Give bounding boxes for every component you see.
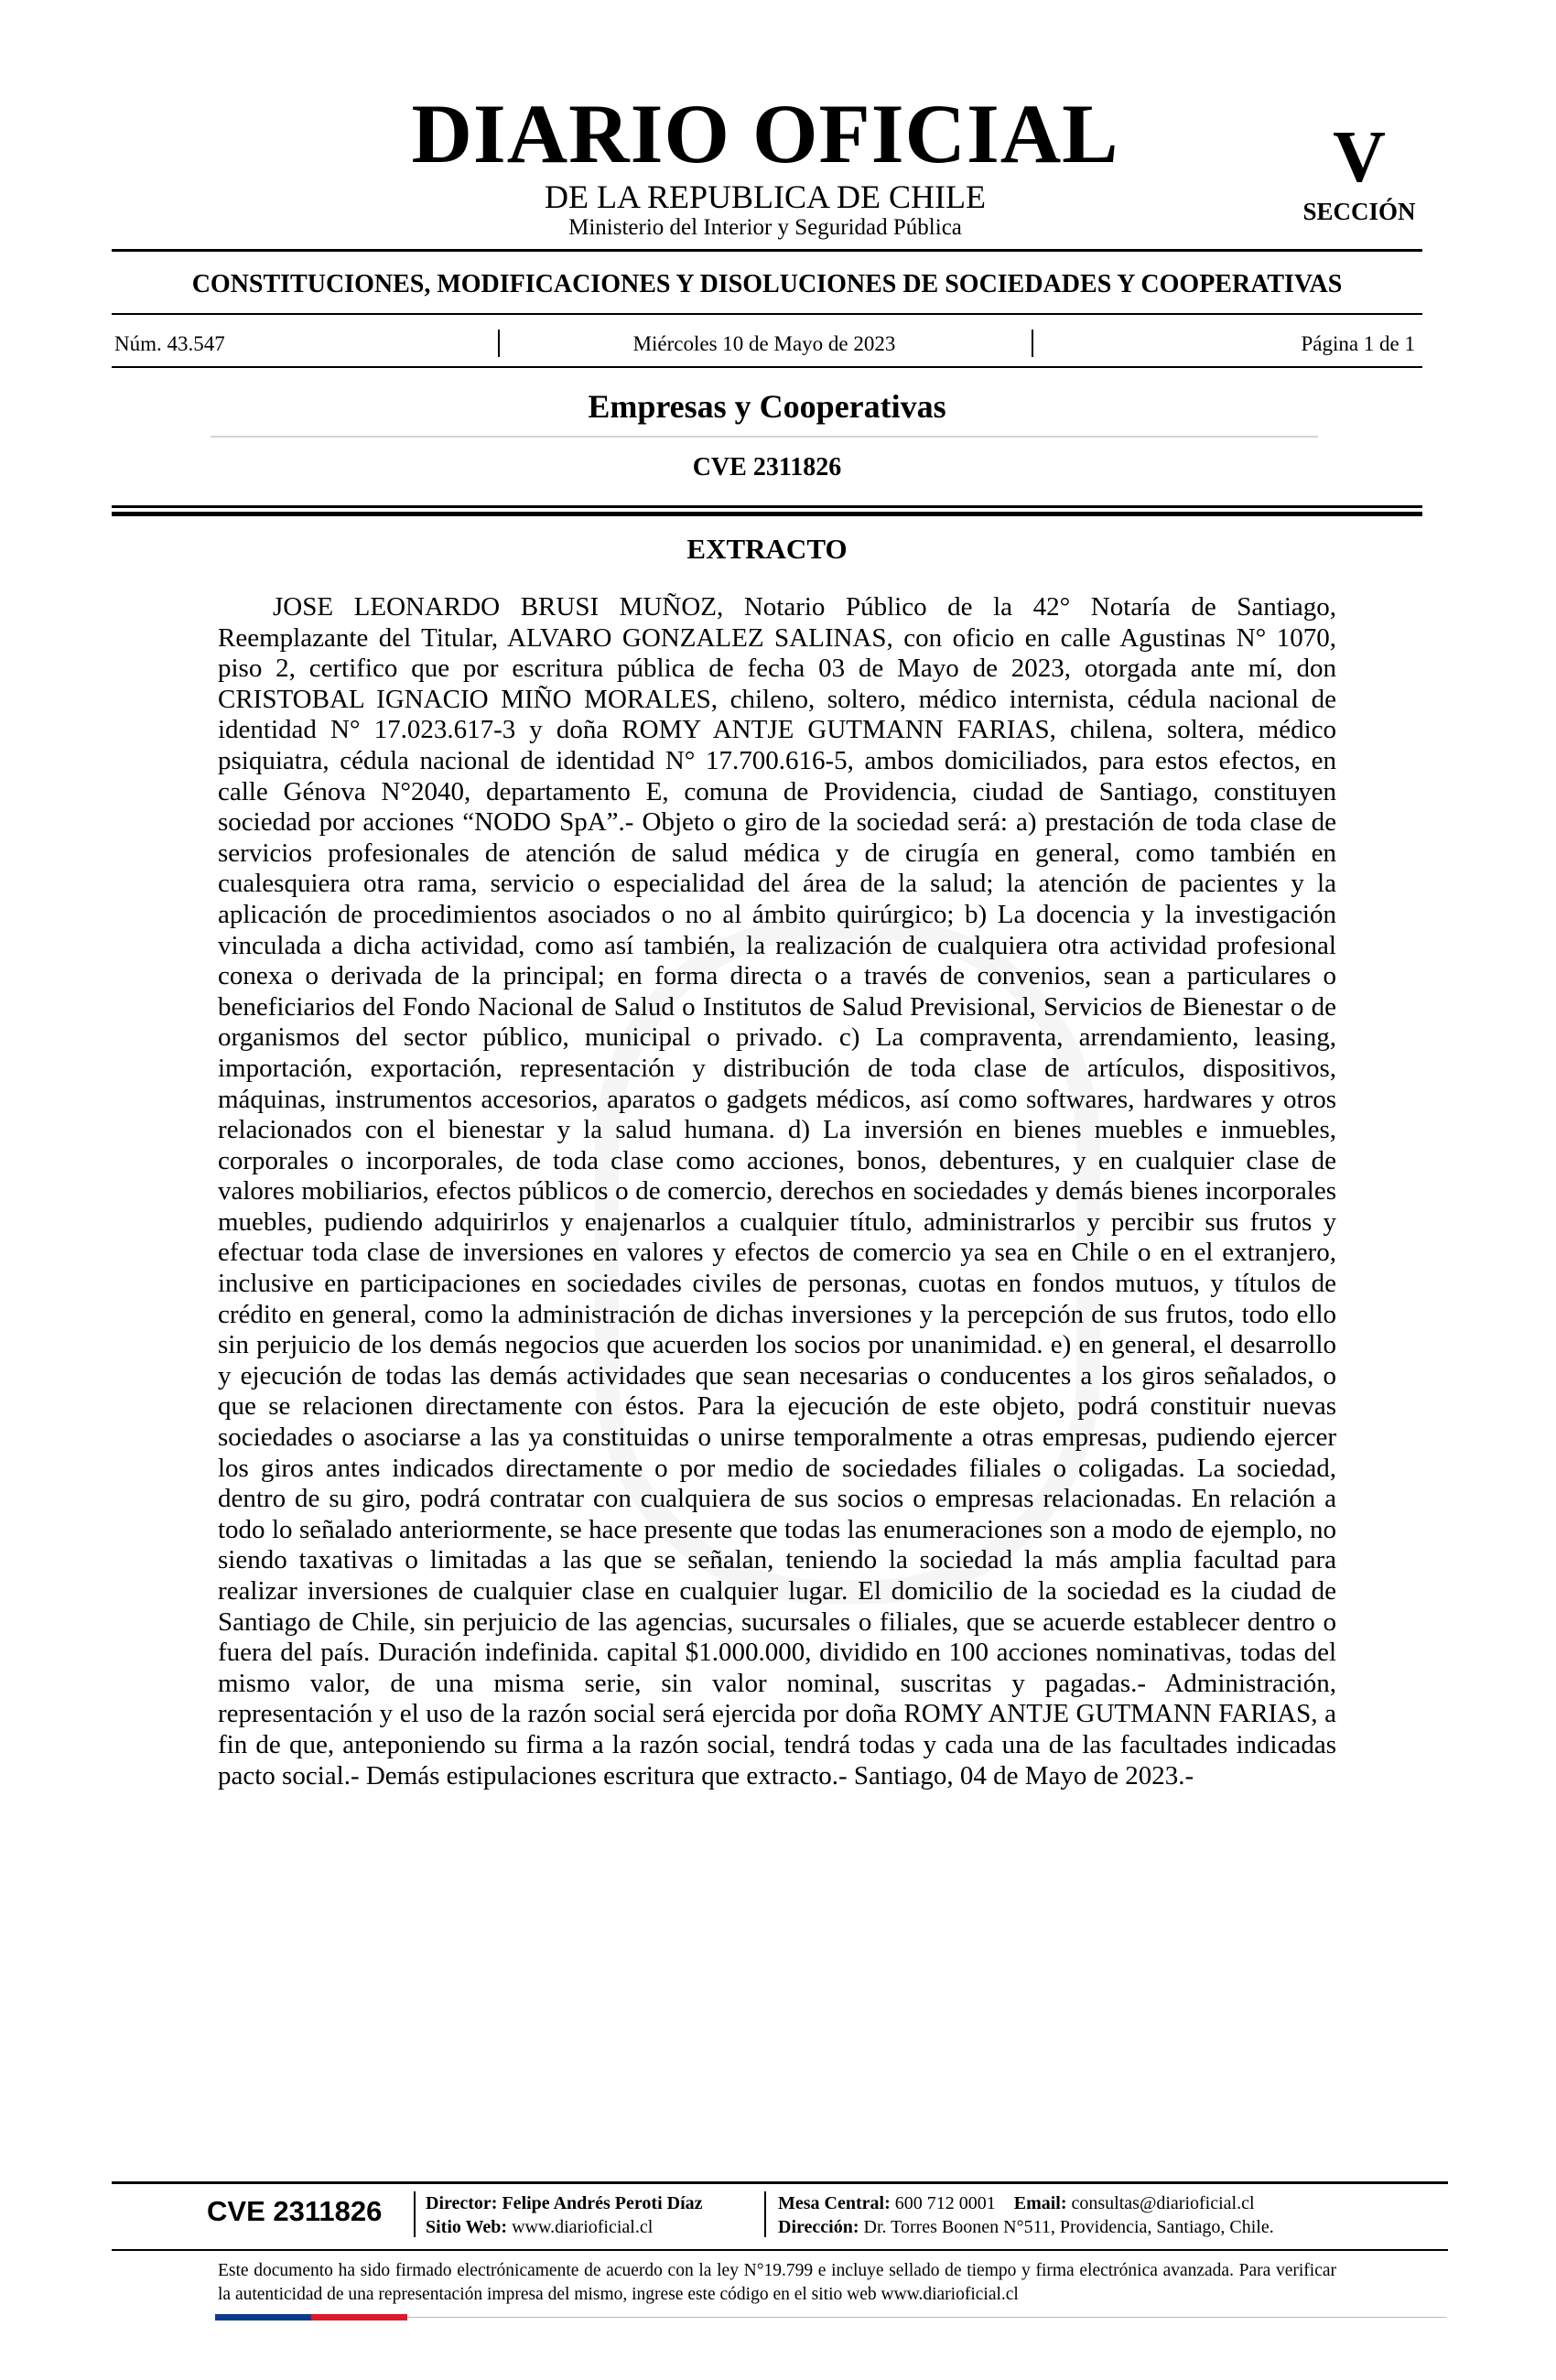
category-divider bbox=[211, 436, 1318, 438]
section-label: SECCIÓN bbox=[1302, 198, 1416, 225]
email-link[interactable]: consultas@diarioficial.cl bbox=[1071, 2193, 1255, 2213]
flag-stripe-red bbox=[311, 2314, 407, 2320]
document-heading: EXTRACTO bbox=[686, 533, 848, 565]
section-title: CONSTITUCIONES, MODIFICACIONES Y DISOLUCIONES DE SOCIEDADES Y COOPERATIVAS bbox=[191, 270, 1343, 298]
category-title: Empresas y Cooperativas bbox=[588, 388, 946, 425]
issue-divider bbox=[1032, 330, 1033, 357]
address-text: Dr. Torres Boonen N°511, Providencia, Santiago, Chile. bbox=[863, 2217, 1274, 2237]
masthead-subtitle: DE LA REPUBLICA DE CHILE bbox=[545, 178, 986, 215]
footer-divider bbox=[414, 2191, 416, 2237]
cve-code: CVE 2311826 bbox=[692, 453, 842, 481]
footer-contact-block bbox=[778, 2191, 1274, 2239]
footer-rule bbox=[112, 2249, 1448, 2251]
issue-number: Núm. 43.547 bbox=[114, 332, 225, 355]
mesa-label: Mesa Central: bbox=[778, 2193, 891, 2213]
document-body: JOSE LEONARDO BRUSI MUÑOZ, Notario Público de la 42° Notaría de Santiago, Reemplazante del Titular, ALVARO GONZALEZ SALINAS, con oficio en calle Agustinas N° 1070, piso 2, certifico que por escritura pública de fecha 03 de Mayo de 2023, otorgada ante mí, don CRISTOBAL IGNACIO MIÑO MORALES, chileno, soltero, médico internista, cédula nacional de identidad N° 17.023.617-3 y doña ROMY ANTJE GUTMANN FARIAS, chilena, soltera, médico psiquiatra, cédula nacional de identidad N° 17.700.616-5, ambos domiciliados, para estos efectos, en calle Génova N°2040, departamento E, comuna de Providencia, ciudad de Santiago, constituyen sociedad por acciones “NODO SpA”.- Objeto o giro de la sociedad será: a) prestación de toda clase de servicios profesionales de atención de salud médica y de cirugía en general, como también en cualesquiera otra rama, servicio o especialidad del área de la salud; la atención de pacientes y la aplicación de procedimientos asociados o no al ámbito quirúrgico; b) La docencia y la investigación vinculada a dicha actividad, como así también, la realización de cualquiera otra actividad profesional conexa o derivada de la principal; en forma directa o a través de convenios, sean a particulares o beneficiarios del Fondo Nacional de Salud o Institutos de Salud Previsional, Servicios de Bienestar o de organismos del sector público, municipal o privado. c) La compraventa, arrendamiento, leasing, importación, exportación, representación y distribución de toda clase de artículos, dispositivos, máquinas, instrumentos accesorios, aparatos o gadgets médicos, así como softwares, hardwares y otros relacionados con el bienestar y la salud humana. d) La inversión en bienes muebles e inmuebles, corporales o incorporales, de toda clase como acciones, bonos, debentures, y en cualquier clase de valores mobiliarios, efectos públicos o de comercio, derechos en sociedades y demás bienes incorporales muebles, pudiendo adquirirlos y enajenarlos a cualquier título, administrarlos y percibir sus frutos y efectuar toda clase de inversiones en valores y efectos de comercio ya sea en Chile o en el extranjero, inclusive en participaciones en sociedades civiles de personas, cuotas en fondos mutuos, y títulos de crédito en general, como la administración de dichas inversiones y la percepción de sus frutos, todo ello sin perjuicio de los demás negocios que acuerden los socios por unanimidad. e) en general, el desarrollo y ejecución de todas las demás actividades que sean necesarias o conducentes a los giros señalados, o que se relacionen directamente con éstos. Para la ejecución de este objeto, podrá constituir nuevas sociedades o asociarse a las ya constituidas o unirse temporalmente a otras empresas, pudiendo ejercer los giros antes indicados directamente o por medio de sociedades filiales o coligadas. La sociedad, dentro de su giro, podrá contratar con cualquiera de sus socios o empresas relacionadas. En relación a todo lo señalado anteriormente, se hace presente que todas las enumeraciones son a modo de ejemplo, no siendo taxativas o limitadas a las que se señalan, teniendo la sociedad la más amplia facultad para realizar inversiones de cualquier clase en cualquier lugar. El domicilio de la sociedad es la ciudad de Santiago de Chile, sin perjuicio de las agencias, sucursales o filiales, que se acuerde establecer dentro o fuera del país. Duración indefinida. capital $1.000.000, dividido en 100 acciones nominativas, todas del mismo valor, de una misma serie, sin valor nominal, suscritas y pagadas.- Administración, representación y el uso de la razón social será ejercida por doña ROMY ANTJE GUTMANN FARIAS, a fin de que, anteponiendo su firma a la razón social, tendrá todas y cada una de las facultades indicadas pacto social.- Demás estipulaciones escritura que extracto.- Santiago, 04 de Mayo de 2023.- bbox=[218, 592, 1336, 1790]
masthead-ministry: Ministerio del Interior y Seguridad Pública bbox=[568, 215, 962, 240]
director-label: Director: bbox=[426, 2193, 498, 2213]
website-link[interactable]: www.diarioficial.cl bbox=[512, 2217, 654, 2237]
double-rule-top bbox=[112, 505, 1422, 508]
issue-rule-bottom bbox=[112, 366, 1422, 368]
masthead-title: DIARIO OFICIAL bbox=[411, 87, 1119, 180]
flag-stripe-blue bbox=[215, 2314, 311, 2320]
header-rule bbox=[112, 249, 1422, 252]
footer-rule bbox=[112, 2181, 1448, 2184]
footer-director-block bbox=[426, 2191, 703, 2239]
address-label: Dirección: bbox=[778, 2217, 859, 2237]
double-rule-bottom bbox=[112, 512, 1422, 516]
director-name: Felipe Andrés Peroti Díaz bbox=[502, 2193, 703, 2213]
website-label: Sitio Web: bbox=[426, 2217, 508, 2237]
email-label: Email: bbox=[1013, 2193, 1067, 2213]
footer-cve-code: CVE 2311826 bbox=[207, 2195, 383, 2227]
mesa-phone: 600 712 0001 bbox=[894, 2193, 996, 2213]
section-letter: V bbox=[1333, 117, 1386, 198]
issue-date: Miércoles 10 de Mayo de 2023 bbox=[632, 332, 896, 355]
footer-note: Este documento ha sido firmado electrónicamente de acuerdo con la ley N°19.799 e incluye sellado de tiempo y firma electrónica avanzada. Para verificar la autenticidad de una representación impresa del mismo, ingrese este código en el sitio web www.diarioficial.cl bbox=[218, 2261, 1336, 2304]
issue-divider bbox=[498, 330, 500, 357]
footer-divider bbox=[764, 2191, 766, 2237]
issue-rule-top bbox=[112, 313, 1422, 315]
issue-page: Página 1 de 1 bbox=[1301, 332, 1415, 355]
